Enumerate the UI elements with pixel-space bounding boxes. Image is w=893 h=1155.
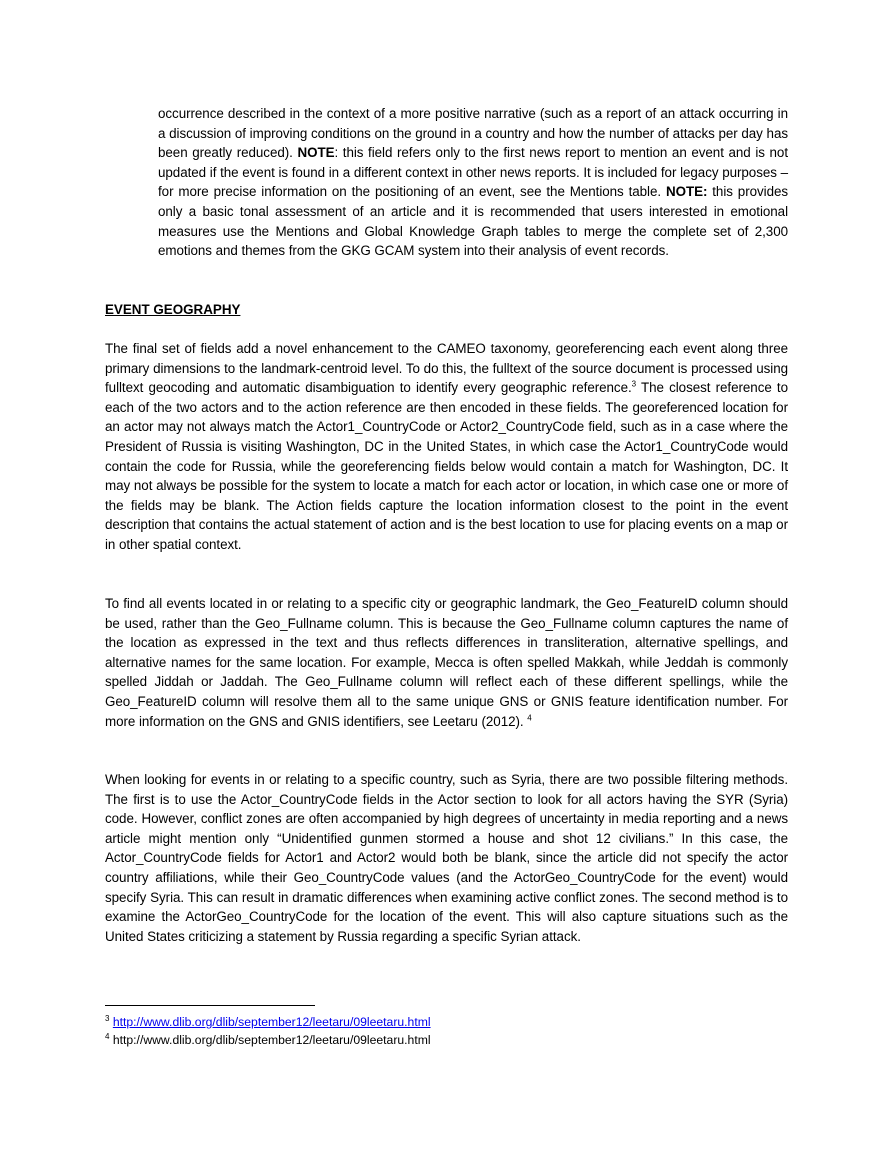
paragraph-2-text: To find all events located in or relating to a specific city or geographic landmark, the Geo_FeatureID column should be used, rather than the Geo_Fullname column. This is because the Geo_Fullname column captures the name of the location as expressed in the text and thus reflects differences in transliteration, alternative spellings, and alternative names for the same location. For example, Mecca is often spelled Makkah, while Jeddah is commonly spelled Jiddah or Jaddah. The Geo_Fullname column will reflect each of these different spellings, while the Geo_FeatureID column will resolve them all to the same unique GNS or GNIS feature identification number. For more information on the GNS and GNIS identifiers, see Leetaru (2012). (105, 596, 788, 729)
footnote-4 (105, 1032, 431, 1049)
paragraph-1-text-1: The final set of fields add a novel enhancement to the CAMEO taxonomy, georeferencing each event along three primary dimensions to the landmark-centroid level. To do this, the fulltext of the source document is processed using fulltext geocoding and automatic disambiguation to identify every geographic reference. (105, 341, 788, 396)
note-label-1: NOTE (297, 145, 335, 161)
paragraph-1-text-2: The closest reference to each of the two actors and to the action reference are then encoded in these fields. The georeferenced location for an actor may not always match the Actor1_CountryCode or Actor2_CountryCode field, such as in a case where the President of Russia is visiting Washington, DC in the United States, in which case the Actor1_CountryCode would contain the code for Russia, while the georeferencing fields below would contain a match for Washington, DC. It may not always be possible for the system to locate a match for each actor or location, in which case one or more of the fields may be blank. The Action fields capture the location information closest to the point in the event description that contains the actual statement of action and is the best location to use for placing events on a map or in other spatial context. (105, 380, 788, 552)
footnote-3 (105, 1014, 431, 1031)
note-label-2: NOTE: (665, 184, 708, 200)
footnote-4-text: http://www.dlib.org/dlib/september12/leetaru/09leetaru.html (112, 1033, 431, 1047)
footnote-3-link[interactable]: http://www.dlib.org/dlib/september12/leetaru/09leetaru.html (112, 1015, 431, 1029)
intro-text-1: occurrence described in the context of a more positive narrative (such as a report of an attack occurring in a discussion of improving conditions on the ground in a country and how the number of attacks per day has been greatly reduced). (158, 106, 788, 161)
paragraph-feature-id (105, 594, 788, 731)
section-heading-event-geography: EVENT GEOGRAPHY (105, 302, 241, 317)
paragraph-3-text: When looking for events in or relating to a specific country, such as Syria, there are two possible filtering methods. The first is to use the Actor_CountryCode fields in the Actor section to look for all actors having the SYR (Syria) code. However, conflict zones are often accompanied by high degrees of uncertainty in media reporting and a news article might mention only “Unidentified gunmen stormed a house and shot 12 civilians.” In this case, the Actor_CountryCode fields for Actor1 and Actor2 would both be blank, since the article did not specify the actor country affiliations, while their Geo_CountryCode values (and the ActorGeo_CountryCode for the event) would specify Syria. This can result in dramatic differences when examining active conflict zones. The second method is to examine the ActorGeo_CountryCode for the location of the event. This will also capture situations such as the United States criticizing a statement by Russia regarding a specific Syrian attack. (105, 772, 788, 944)
intro-text-2: : this field refers only to the first news report to mention an event and is not updated if the event is found in a different context in other news reports. It is included for legacy purposes – for more precise information on the positioning of an event, see the Mentions table. (158, 145, 788, 200)
paragraph-country-filtering (105, 770, 788, 946)
intro-text-3: this provides only a basic tonal assessment of an article and it is recommended that users interested in emotional measures use the Mentions and Global Knowledge Graph tables to merge the complete set of 2,300 emotions and themes from the GKG GCAM system into their analysis of event records. (158, 184, 789, 259)
footnote-4-number: 4 (105, 1031, 110, 1041)
footnote-ref-3: 3 (631, 379, 637, 389)
intro-paragraph (158, 104, 788, 261)
footnote-separator (105, 1005, 315, 1006)
paragraph-geography-intro (105, 339, 788, 555)
footnote-3-number: 3 (105, 1013, 110, 1023)
footnote-ref-4: 4 (527, 713, 532, 723)
